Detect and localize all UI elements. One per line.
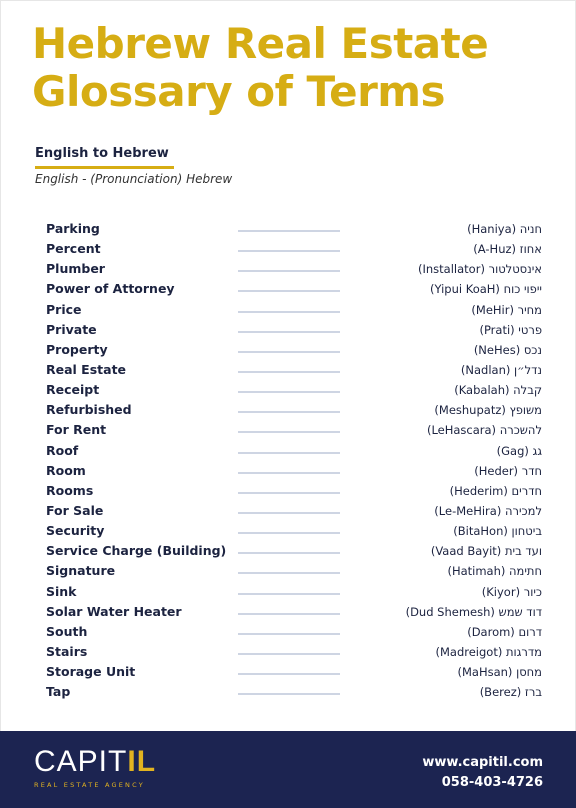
glossary-row [0,401,576,421]
glossary-row [0,321,576,341]
hebrew-term: (Nadlan) נדל״ן [460,362,542,377]
row-divider-line [238,593,340,595]
glossary-row [0,583,576,603]
glossary-list [0,220,576,703]
english-term: Tap [46,684,71,700]
hebrew-term: (Kabalah) קבלה [454,383,542,398]
title-line-2: Glossary of Terms [32,67,446,116]
hebrew-term: (Installator) אינסטלטור [418,262,542,277]
glossary-row [0,683,576,703]
row-divider-line [238,552,340,554]
hebrew-term: (A-Huz) אחוז [473,242,542,257]
row-divider-line [238,512,340,514]
logo-wordmark [34,745,156,779]
glossary-row [0,240,576,260]
english-term: Refurbished [46,402,132,418]
hebrew-term: (Hederim) חדרים [449,483,542,498]
row-divider-line [238,673,340,675]
row-divider-line [238,351,340,353]
english-term: Roof [46,442,79,458]
glossary-row [0,442,576,462]
hebrew-term: (Yipui KoaH) ייפוי כוח [430,282,542,297]
english-term: Solar Water Heater [46,603,182,619]
title-line-1: Hebrew Real Estate [32,19,489,68]
english-term: Power of Attorney [46,281,175,297]
row-divider-line [238,270,340,272]
format-note: English - (Pronunciation) Hebrew [35,172,233,186]
hebrew-term: (NeHes) נכס [473,342,542,357]
glossary-row [0,562,576,582]
glossary-row [0,381,576,401]
hebrew-term: (Gag) גג [496,443,542,458]
english-term: Service Charge (Building) [46,543,227,559]
row-divider-line [238,472,340,474]
hebrew-term: (BitaHon) ביטחון [453,524,542,539]
glossary-row [0,421,576,441]
glossary-row [0,542,576,562]
hebrew-term: (Le-MeHira) למכירה [434,503,542,518]
glossary-row [0,623,576,643]
hebrew-term: (Kiyor) כיור [481,584,542,599]
phone-number: 058-403-4726 [441,775,543,790]
row-divider-line [238,572,340,574]
glossary-row [0,522,576,542]
english-term: Price [46,301,82,317]
glossary-row [0,301,576,321]
english-term: Plumber [46,261,105,277]
glossary-row [0,482,576,502]
row-divider-line [238,331,340,333]
english-term: Signature [46,563,116,579]
hebrew-term: (MeHir) מחיר [471,302,542,317]
logo-main-text: CAPIT [34,745,128,778]
row-divider-line [238,532,340,534]
row-divider-line [238,492,340,494]
hebrew-term: (LeHascara) להשכרה [426,423,542,438]
english-term: Stairs [46,643,88,659]
row-divider-line [238,452,340,454]
row-divider-line [238,311,340,313]
glossary-row [0,663,576,683]
row-divider-line [238,431,340,433]
hebrew-term: (Dud Shemesh) דוד שמש [405,604,542,619]
hebrew-term: (Meshupatz) משופץ [434,403,542,418]
english-term: Receipt [46,382,100,398]
hebrew-term: (Madreigot) מדרגות [435,644,542,659]
hebrew-term: (Vaad Bayit) ועד בית [430,544,542,559]
english-term: Security [46,523,105,539]
hebrew-term: (Prati) פרטי [479,322,542,337]
glossary-row [0,341,576,361]
section-heading: English to Hebrew [35,146,169,161]
row-divider-line [238,411,340,413]
english-term: Real Estate [46,361,127,377]
hebrew-term: (Heder) חדר [474,463,542,478]
glossary-row [0,502,576,522]
row-divider-line [238,230,340,232]
footer [0,731,576,808]
english-term: Storage Unit [46,664,136,680]
logo-tagline: REAL ESTATE AGENCY [34,781,145,789]
english-term: Parking [46,221,100,236]
english-term: Property [46,341,108,357]
row-divider-line [238,391,340,393]
company-logo [34,745,156,789]
page-title [32,20,488,116]
hebrew-term: (MaHsan) מחסן [457,665,542,680]
hebrew-term: (Hatimah) חתימה [447,564,542,579]
english-term: Percent [46,241,101,257]
row-divider-line [238,653,340,655]
glossary-row [0,260,576,280]
contact-info [422,753,543,793]
row-divider-line [238,633,340,635]
hebrew-term: (Berez) ברז [479,685,542,700]
glossary-row [0,280,576,300]
english-term: South [46,623,88,639]
row-divider-line [238,693,340,695]
row-divider-line [238,371,340,373]
english-term: For Sale [46,502,104,518]
glossary-row [0,462,576,482]
row-divider-line [238,613,340,615]
glossary-row [0,220,576,240]
glossary-row [0,361,576,381]
glossary-row [0,603,576,623]
hebrew-term: (Darom) דרום [467,624,542,639]
row-divider-line [238,290,340,292]
english-term: For Rent [46,422,107,438]
english-term: Room [46,462,86,478]
logo-accent-text: IL [127,745,157,778]
website-link[interactable]: www.capitil.com [422,755,543,770]
glossary-row [0,643,576,663]
english-term: Sink [46,583,77,599]
row-divider-line [238,250,340,252]
heading-underline [35,166,174,169]
english-term: Rooms [46,482,94,498]
english-term: Private [46,321,97,337]
hebrew-term: (Haniya) חניה [467,222,542,236]
